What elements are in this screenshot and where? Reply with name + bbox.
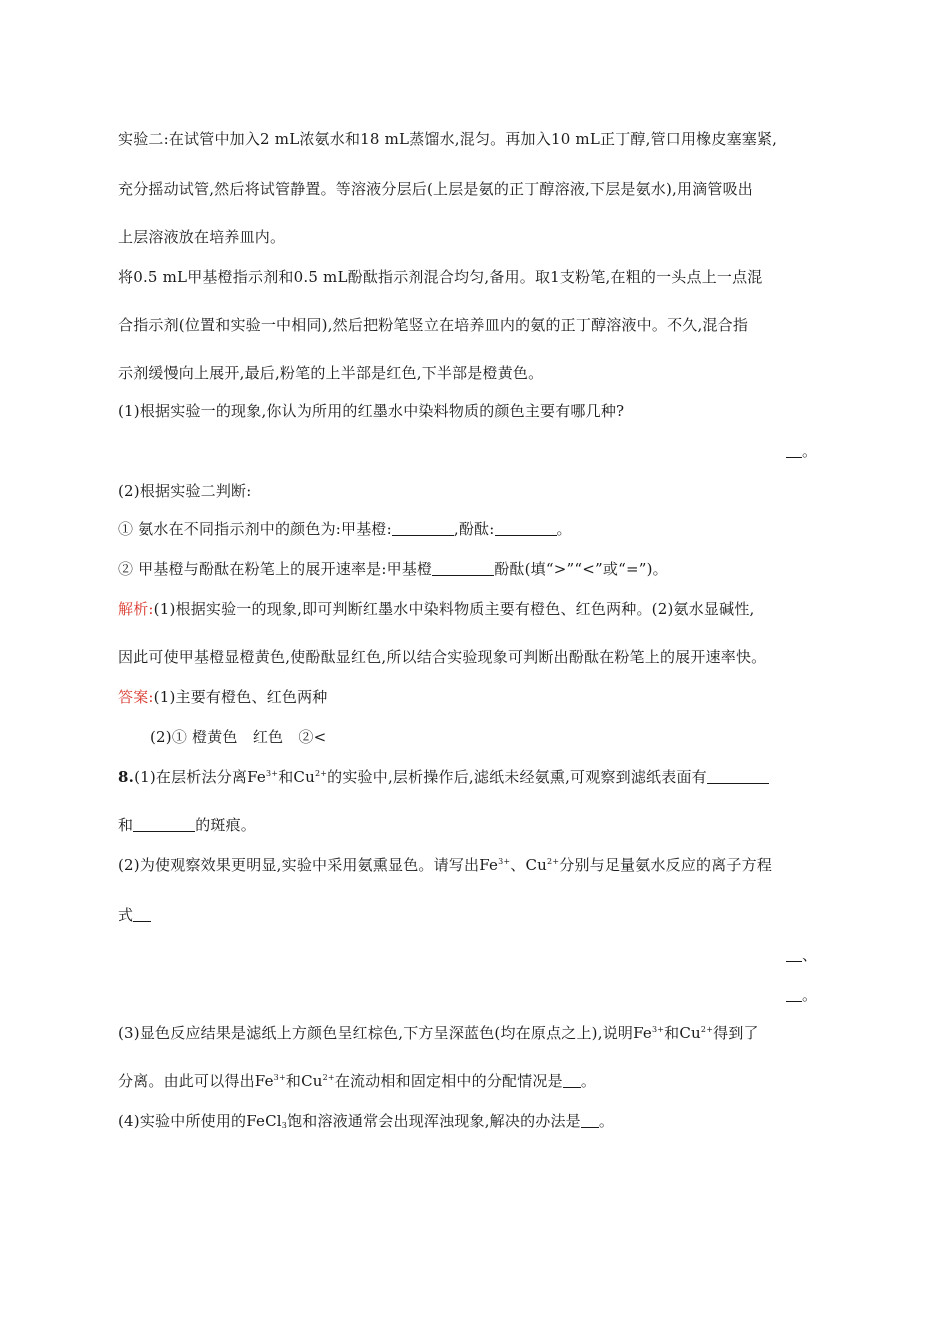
answer-blank[interactable] bbox=[495, 519, 557, 536]
answer-blank[interactable] bbox=[786, 945, 802, 962]
answer-blank[interactable] bbox=[581, 1111, 599, 1128]
q7-part2-item2: ② 甲基橙与酚酞在粉笔上的展开速率是:甲基橙 酚酞(填“>”“<”或“=”)。 bbox=[118, 560, 668, 578]
answer-blank[interactable] bbox=[432, 559, 494, 576]
answer-blank[interactable] bbox=[707, 767, 769, 784]
answer-blank[interactable] bbox=[133, 815, 195, 832]
q8-part3-line2: 分离。由此可以得出$Fe^{3+}$和$Cu^{2+}$在流动相和固定相中的分配情况是 。 bbox=[118, 1072, 597, 1090]
exp2-line-1: 实验二:在试管中加入2 mL浓氨水和18 mL蒸馏水,混匀。再加入10 mL正丁醇,管口用橡皮塞塞紧, bbox=[118, 130, 778, 148]
exp2-line-3: 上层溶液放在培养皿内。 bbox=[118, 228, 286, 246]
q8-part1-line2: 和 的斑痕。 bbox=[118, 816, 257, 834]
q7-part1-answer-line: 。 bbox=[786, 440, 817, 462]
answer-label: 答案: bbox=[118, 688, 154, 706]
q8-part1-line1: 8.(1)在层析法分离$Fe^{3+}$和$Cu^{2+}$的实验中,层析操作后,滤纸未经氨熏,可观察到滤纸表面有 bbox=[118, 766, 769, 788]
q8-part4: (4)实验中所使用的FeCl$_3$饱和溶液通常会出现浑浊现象,解决的办法是 。 bbox=[118, 1112, 615, 1130]
answer-blank[interactable] bbox=[392, 519, 454, 536]
q8-part2-line4: 。 bbox=[786, 984, 817, 1006]
q8-part3-line1: (3)显色反应结果是滤纸上方颜色呈红棕色,下方呈深蓝色(均在原点之上),说明$Fe^{3+}$和$Cu^{2+}$得到了 bbox=[118, 1024, 759, 1042]
answer-line-2: (2)① 橙黄色 红色 ②< bbox=[150, 728, 327, 746]
question-number: 8. bbox=[118, 768, 135, 786]
exp2-line-5: 合指示剂(位置和实验一中相同),然后把粉笔竖立在培养皿内的氨的正丁醇溶液中。不久,混合指 bbox=[118, 316, 749, 334]
analysis-label: 解析: bbox=[118, 600, 154, 618]
q7-part2-item1: ① 氨水在不同指示剂中的颜色为:甲基橙: ,酚酞: 。 bbox=[118, 520, 572, 538]
q8-part2-line2: 式 bbox=[118, 904, 151, 926]
analysis-line-2: 因此可使甲基橙显橙黄色,使酚酞显红色,所以结合实验现象可判断出酚酞在粉笔上的展开速率快。 bbox=[118, 648, 767, 666]
exp2-line-6: 示剂缓慢向上展开,最后,粉笔的上半部是红色,下半部是橙黄色。 bbox=[118, 364, 544, 382]
answer-line-1: 答案:(1)主要有橙色、红色两种 bbox=[118, 688, 328, 706]
answer-blank[interactable] bbox=[786, 441, 802, 458]
q8-part2-line3: 、 bbox=[786, 944, 817, 966]
answer-blank[interactable] bbox=[786, 985, 802, 1002]
exp2-line-2: 充分摇动试管,然后将试管静置。等溶液分层后(上层是氨的正丁醇溶液,下层是氨水),用滴管吸出 bbox=[118, 180, 754, 198]
q8-part2-line1: (2)为使观察效果更明显,实验中采用氨熏显色。请写出$Fe^{3+}$、$Cu^{2+}$分别与足量氨水反应的离子方程 bbox=[118, 856, 773, 874]
exp2-line-4: 将0.5 mL甲基橙指示剂和0.5 mL酚酞指示剂混合均匀,备用。取1支粉笔,在粗的一头点上一点混 bbox=[118, 268, 763, 286]
q7-part1: (1)根据实验一的现象,你认为所用的红墨水中染料物质的颜色主要有哪几种? bbox=[118, 402, 625, 420]
answer-blank[interactable] bbox=[563, 1071, 581, 1088]
answer-blank[interactable] bbox=[133, 905, 151, 922]
analysis-line-1: 解析:(1)根据实验一的现象,即可判断红墨水中染料物质主要有橙色、红色两种。(2)氨水显碱性, bbox=[118, 600, 755, 618]
q7-part2: (2)根据实验二判断: bbox=[118, 482, 252, 500]
